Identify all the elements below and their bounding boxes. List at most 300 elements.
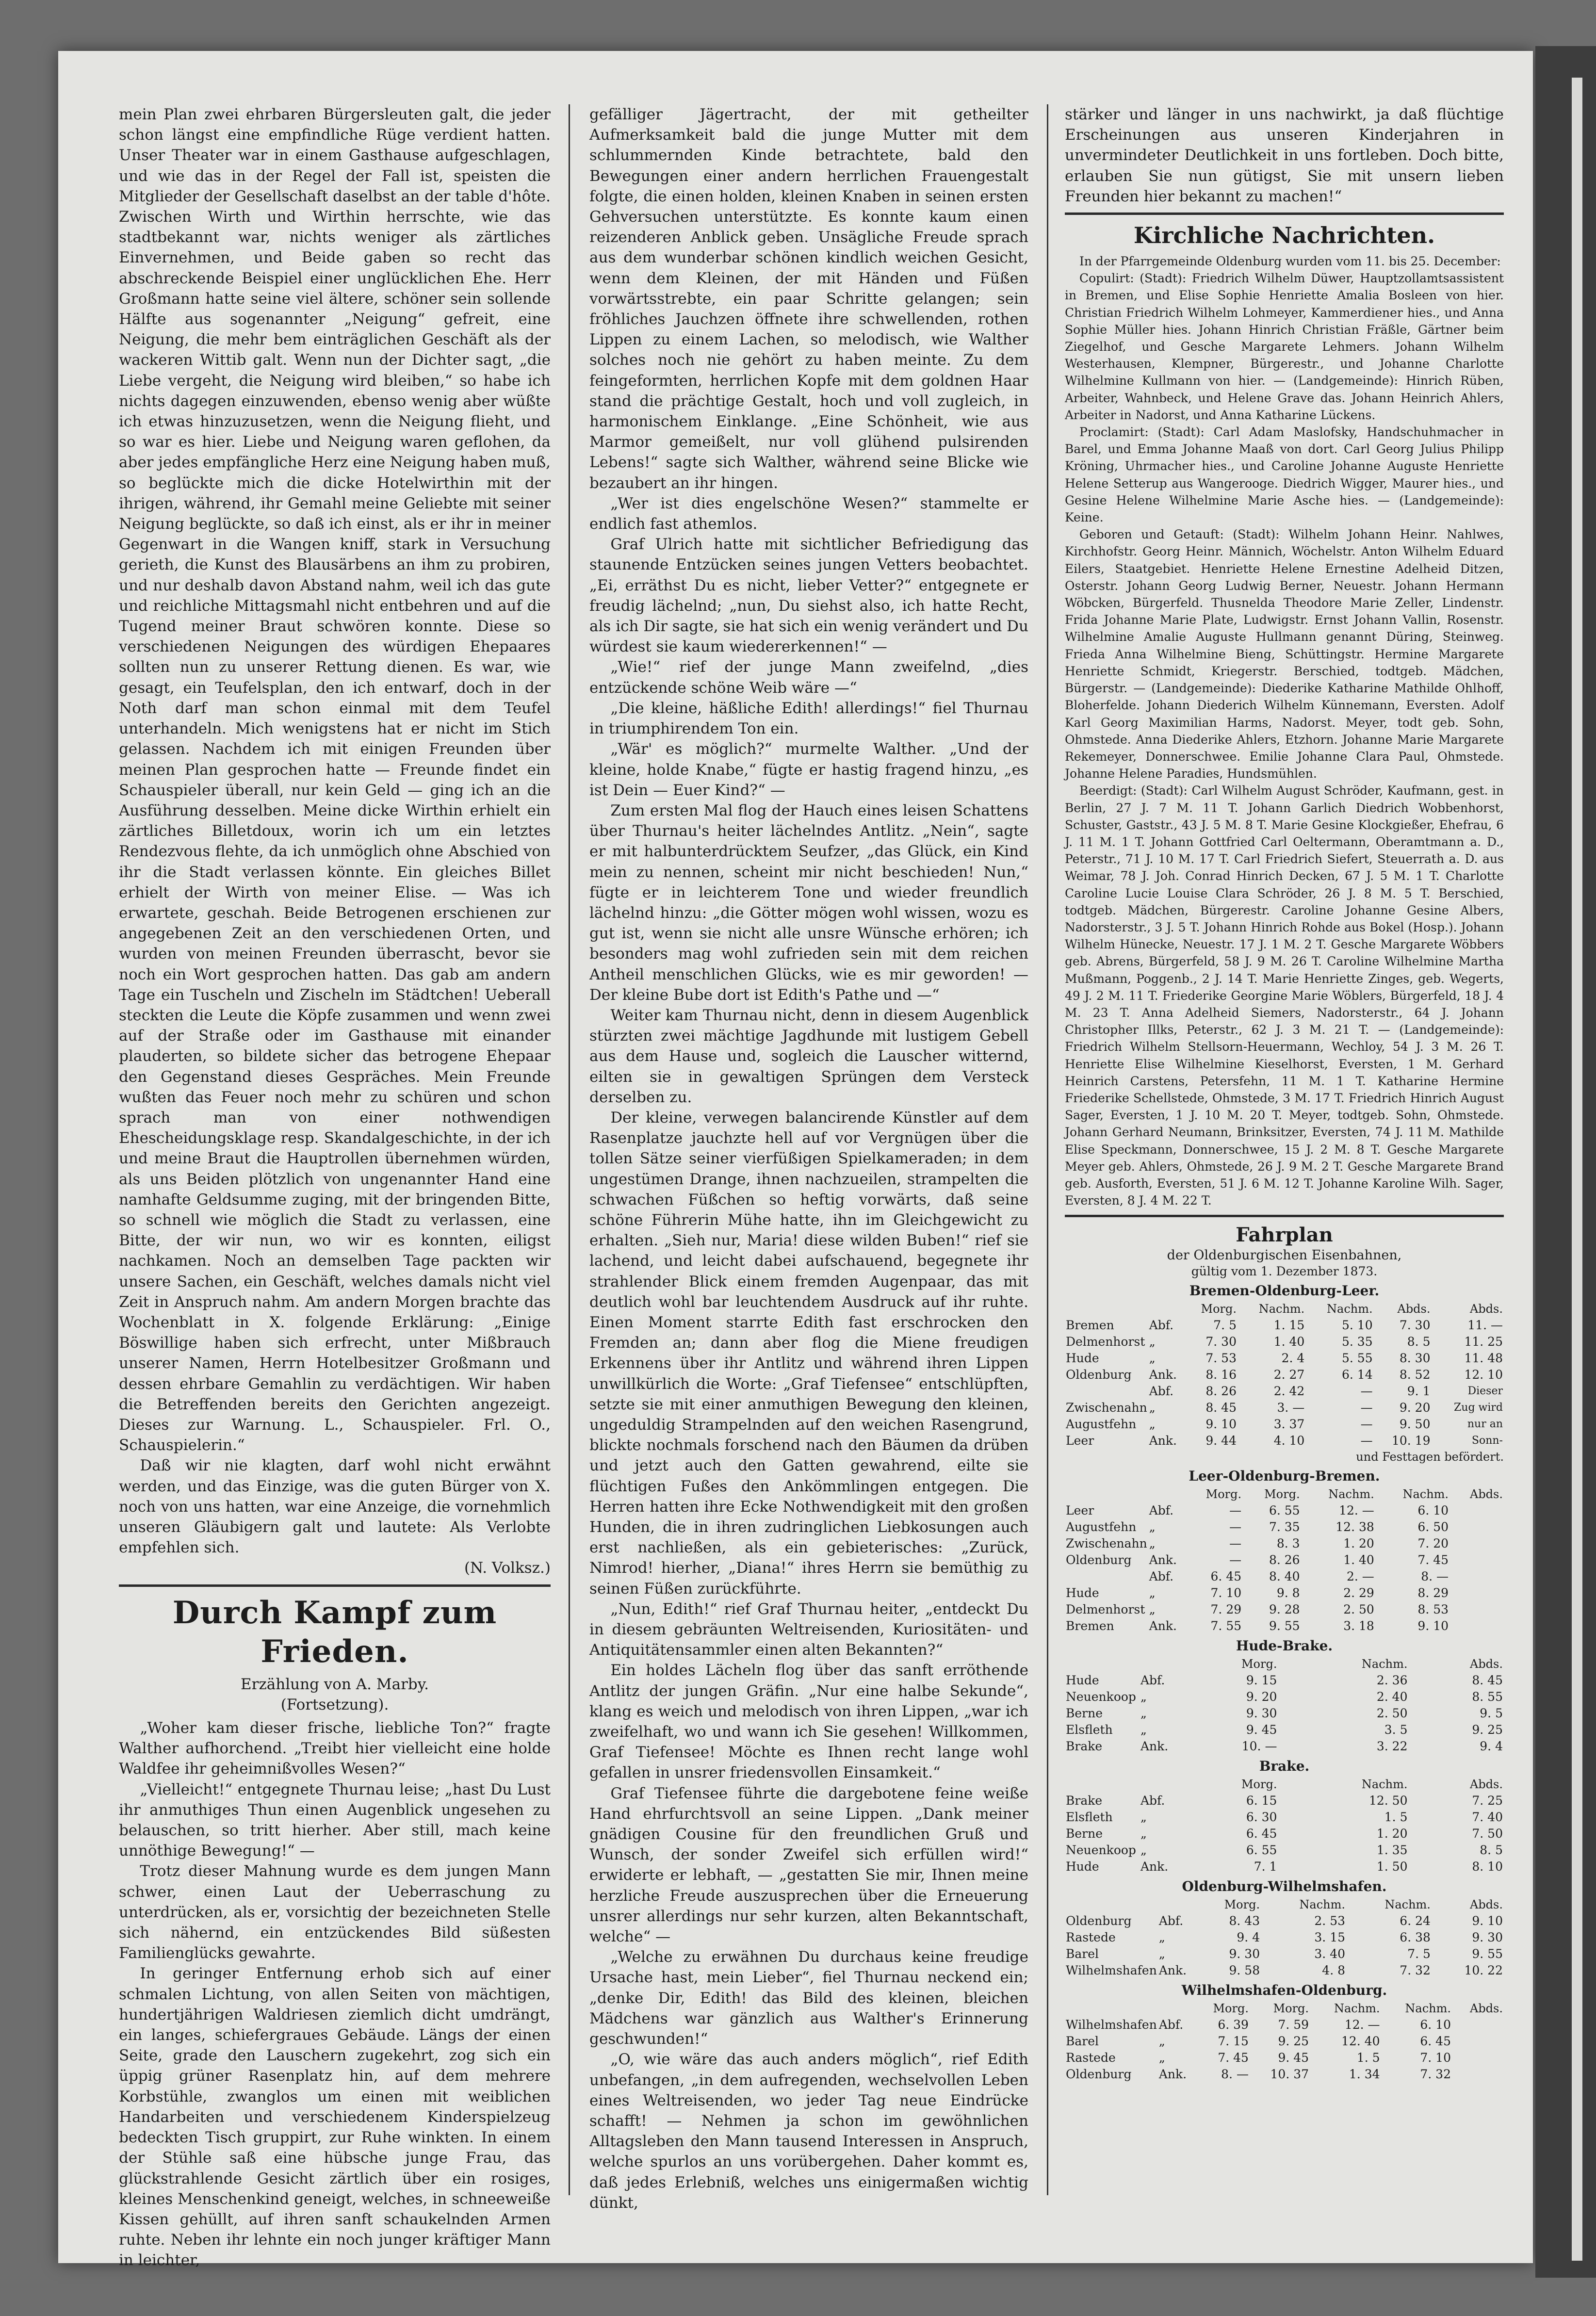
time-cell: 2. — [1347,1569,1374,1584]
story-paragraph: gefälliger Jägertracht, der mit getheilter Aufmerksamkeit bald die junge Mutter mit dem schlummernden Kinde betrachtete, bald den Bewegungen einer andern herrlichen Frauengestalt folgte, die einen holden, kleinen Knaben in seinen ersten Gehversuchen unterstützte. Es konnte kaum einen reizenderen Anblick geben. Unsägliche Freude sprach aus dem wunderbar schönen kindlich weichen Gesicht, wenn dem Kleinen, der mit Händen und Füßen vorwärtsstrebte, ein paar Schritte gelangen; sein fröhliches Jauchzen öffnete ihre schwellenden, rothen Lippen zu einem Lachen, so melodisch, wie Walther solches noch nie gehört zu haben meinte. Zu dem feingeformten, herrlichen Kopfe mit dem goldnen Haar stand die prächtige Gestalt, hoch und voll zugleich, in harmonischem Einklange. „Eine Schönheit, wie aus Marmor gemeißelt, nur voll glühend pulsirenden Lebens!“ sagte sich Walther, während seine Blicke wie bezaubert an ihr hingen. [589,106,1028,492]
timetable-header-spacer [1065,1656,1140,1672]
story-continuation: (Fortsetzung). [280,1696,389,1713]
time-cell: 2. 27 [1273,1368,1305,1382]
time-cell: — [1360,1401,1373,1415]
time-cell: 5. 35 [1342,1335,1373,1349]
story-paragraph: In geringer Entfernung erhob sich auf einer schmalen Lichtung, von allen Seiten von mächtigen, hundertjährigen Waldriesen ziemlich dicht umdrängt, ein langes, schiefergraues Gebäude. Längs der einen Seite, grade den Lauschern zugekehrt, zog sich ein üppig grüner Rasenplatz hin, auf dem mehrere Korbstühle, zwanglos um einen mit weiblichen Handarbeiten und verschiedenem Kinderspielzeug bedeckten Tisch gruppirt, zur Ruhe winkten. In einem der Stühle saß eine hübsche junge Frau, das glückstrahlende Gesicht zärtlich über ein rosiges, kleines Menschenkind geneigt, welches, in schneeweiße Kissen gehüllt, auf ihren sanft schaukelnden Armen ruhte. Neben ihr lehnte ein noch junger kräftiger Mann in leichter, [119,1965,551,2269]
timetable-header-cell: Nachm. [1299,1898,1346,1912]
table-row [1065,1913,1504,1929]
station-name: Brake [1066,1794,1103,1808]
time-cell: 9. 10 [1472,1914,1503,1928]
station-name [1065,1568,1148,1585]
time-cell: 9. 44 [1205,1434,1237,1448]
story-paragraph: Der kleine, verwegen balancirende Künstler auf dem Rasenplatze jauchzte hell auf vor Vergnügen über die tollen Sätze seiner vierfüßigen Spielkameraden; in dem ungestümen Drange, ihnen nachzueilen, strampelten die schwachen Füßchen so heftig vorwärts, daß seine schöne Führerin Mühe hatte, ihn im Gleichgewicht zu erhalten. „Sieh nur, Maria! diese wilden Buben!“ rief sie lachend, und leicht dabei aufschauend, begegnete ihr strahlender Blick einem fremden Augenpaar, das mit deutlich wohl bar leuchtendem Ausdruck auf ihr ruhte. Einen Moment starrte Edith fast erschrocken den Fremden an; dann aber flog die Miene freudigen Erkennens über ihr Antlitz und während ihren Lippen unwillkürlich die Worte: „Graf Tiefensee“ entschlüpften, setzte sie mit einer anmuthigen Bewegung den kleinen, ungeduldig Strampelnden auf den weichen Rasengrund, blickte nochmals forschend nach den Bäumen da drüben und jetzt auch den Gatten gewahrend, eilte sie flüchtigen Fußes den Ankömmlingen entgegen. Die Herren hatten ihre Ecke Nothwendigkeit mit den großen Hunden, die in ihren zudringlichen Liebkosungen auch erst nachließen, als ein gebieterisches: „Zurück, Nimrod! hierher, „Diana!“ ihres Herrn sie bemüthig zu seinen Füßen zurückführte. [589,1109,1028,1598]
table-row [1065,1433,1504,1449]
section-rule [119,1584,551,1587]
time-cell: 9. 45 [1246,1723,1277,1737]
departure-arrival-marker: „ [1149,1602,1156,1617]
timetable-route-title: Hude-Brake. [1236,1638,1333,1654]
timetable-note: und Festtagen befördert. [1356,1450,1504,1464]
timetable-header-cell: Morg. [1213,2002,1249,2016]
time-cell: 6. 15 [1246,1794,1277,1808]
time-cell: — [1360,1384,1373,1399]
table-row [1065,1826,1504,1842]
departure-arrival-marker: „ [1140,1706,1147,1721]
church-news-paragraph: Proclamirt: (Stadt): Carl Adam Maslofsky, Handschuhmacher in Barel, und Emma Johanne Maaß von dort. Carl Georg Julius Philipp Kröning, Uhrmacher hies., und Caroline Johanne Auguste Henriette Helene Setterup aus Wangerooge. Diedrich Wigger, Maurer hies., und Gesine Helene Wilhelmine Marie Asche hies. — (Landgemeinde): Keine. [1065,425,1504,525]
time-cell: 10. 19 [1391,1434,1431,1448]
timetable-header-cell: Nachm. [1405,2002,1451,2016]
section-rule [1065,1215,1504,1217]
departure-arrival-marker: Ank. [1149,1368,1177,1382]
timetable-header-cell: Abds. [1469,1487,1503,1501]
time-cell: 2. 29 [1343,1586,1374,1600]
story-paragraph: Ein holdes Lächeln flog über das sanft erröthende Antlitz der jungen Gräfin. „Nur eine halbe Sekunde“, klang es weich und melodisch von ihren Lippen, „war ich zweifelhaft, wo und wann ich Sie gesehen! Willkommen, Graf Tiefensee! Möchte es Ihnen recht lange wohl gefallen in unsrer friedensvollen Einsamkeit.“ [589,1662,1028,1782]
time-cell: 6. 45 [1246,1827,1277,1841]
departure-arrival-marker: „ [1140,1810,1147,1825]
timetable-header-spacer [1065,1896,1158,1913]
timetable-header-cell: Morg. [1205,1487,1242,1501]
timetable-header-row [1065,1776,1504,1793]
station-name: Zwischenahn [1066,1401,1147,1415]
story-paragraph: Graf Tiefensee führte die dargebotene feine weiße Hand ehrfurchtsvoll an seine Lippen. „Dank meiner gnädigen Cousine für den freundlichen Gruß und Wunsch, der sonder Zweifel sich erfüllen wird!“ erwiderte er lebhaft, — „gestatten Sie mir, Ihnen meine herzliche Freude auszusprechen über die Erneuerung unsrer allerdings nur sehr kurzen, alten Bekanntschaft, welche“ — [589,1784,1028,1946]
timetable-header-cell: Morg. [1273,2002,1309,2016]
timetable-header-cell: Morg. [1264,1487,1300,1501]
time-cell: 12. 40 [1341,2034,1380,2049]
time-cell: 2. 53 [1314,1914,1346,1928]
time-cell: — [1229,1536,1242,1551]
departure-arrival-marker: „ [1149,1520,1156,1534]
church-news-paragraph: Beerdigt: (Stadt): Carl Wilhelm August Schröder, Kaufmann, gest. in Berlin, 27 J. 7 M. 11 T. Johann Garlich Diedrich Wobbenhorst, Schuster, Gaststr., 43 J. 5 M. 8 T. Marie Gesine Klockgießer, Ehefrau, 6 J. 11 M. 1 T. Johann Gottfried Carl Oeltermann, Oberamtmann a. D., Peterstr., 71 J. 10 M. 17 T. Carl Friedrich Siefert, Steuerrath a. D. aus Weimar, 78 J. Joh. Conrad Hinrich Decken, 67 J. 5 M. 1 T. Charlotte Caroline Lucie Louise Clara Schröder, 26 J. 8 M. 5 T. Berschied, todtgeb. Mädchen, Bürgerestr. Caroline Johanne Gesine Albers, Nadorsterstr., 3 J. 5 T. Johann Hinrich Rohde aus Bokel (Hosp.). Johann Wilhelm Hünecke, Neuestr. 17 J. 1 M. 2 T. Gesche Margarete Wöbbers geb. Abrens, Bürgerfeld, 58 J. 9 M. 26 T. Caroline Wilhelmine Martha Mußmann, Poggenb., 2 J. 14 T. Marie Henriette Zinges, geb. Wegerts, 49 J. 2 M. 11 T. Friederike Georgine Marie Wöblers, Bürgerfeld, 18 J. 4 M. 23 T. Anna Adelheid Siemers, Nadorsterstr., 64 J. Johann Christopher Illks, Peterstr., 62 J. 3 M. 21 T. — (Landgemeinde): Friedrich Wilhelm Stellsorn-Heuermann, Wechloy, 54 J. 3 M. 26 T. Henriette Elise Wilhelmine Kieselhorst, Eversten, 1 M. Gerhard Heinrich Carstens, Petersfehn, 11 M. 1 T. Katharine Hermine Friederike Schellstede, Ohmstede, 3 M. 17 T. Friedrich Hinrich August Sager, Eversten, 1 J. 10 M. 20 T. Meyer, todtgeb. Sohn, Ohmstede. Johann Gerhard Neumann, Brinksitzer, Eversten, 74 J. 11 M. Mathilde Elise Speckmann, Donnerschwee, 15 J. 2 M. 8 T. Gesche Margarete Meyer geb. Ahlers, Ohmstede, 26 J. 9 M. 2 T. Gesche Margarete Brand geb. Ausforth, Eversten, 51 J. 6 M. 12 T. Johanne Karoline Wilh. Sager, Eversten, 8 J. 4 M. 22 T. [1065,783,1504,1208]
story-author: Erzählung von A. Marby. [241,1675,429,1693]
timetable-table [1065,2000,1504,2083]
time-cell: 5. 10 [1342,1318,1373,1333]
time-cell: 11. 48 [1464,1351,1503,1366]
time-cell: 6. 10 [1417,1503,1449,1518]
time-cell: 2. 50 [1376,1706,1408,1721]
departure-arrival-marker: „ [1140,1843,1147,1858]
time-cell: 10. 22 [1464,1963,1503,1978]
time-cell: 3. 18 [1343,1619,1374,1633]
timetable-table [1065,1656,1504,1755]
time-cell: 7. 50 [1472,1827,1503,1841]
timetable-header-cell: Nachm. [1361,1657,1408,1671]
time-cell: 8. 16 [1205,1368,1237,1382]
timetable-header-cell: Nachm. [1384,1898,1431,1912]
timetable-table [1065,1776,1504,1875]
story-paragraph: „Wär' es möglich?“ murmelte Walther. „Und der kleine, holde Knabe,“ fügte er hastig fragend hinzu, „es ist Dein — Euer Kind?“ — [589,740,1028,799]
time-cell: 1. 20 [1343,1536,1374,1551]
timetable-header-cell: Abds. [1397,1302,1431,1316]
time-cell: 9. 4 [1237,1930,1260,1945]
table-row [1065,1383,1504,1400]
time-cell: 9. 25 [1472,1723,1503,1737]
story-paragraph: „Die kleine, häßliche Edith! allerdings!“ fiel Thurnau in triumphirendem Ton ein. [589,699,1028,738]
time-cell: 9. 4 [1480,1739,1503,1754]
time-cell: 3. 5 [1384,1723,1408,1737]
station-name: Berne [1066,1827,1103,1841]
section-rule [1065,212,1504,215]
timetable-header-row [1065,1896,1504,1913]
time-cell: — [1360,1434,1373,1448]
article-paragraph: mein Plan zwei ehrbaren Bürgersleuten galt, die jeder schon längst eine empfindliche Rüge verdient hatten. Unser Theater war in einem Gasthause aufgeschlagen, und wie das in der Regel der Fall ist, speisten die Mitglieder der Gesellschaft daselbst an der table d'hôte. Zwischen Wirth und Wirthin herrschte, wie das stadtbekannt war, nichts weniger als zärtliches Einvernehmen, und Beide gaben so recht das abschreckende Beispiel einer unglücklichen Ehe. Herr Großmann hatte seine viel ältere, schöner sein sollende Hälfte aus sogenannter „Neigung“ gefreit, eine Neigung, die mehr bem einträglichen Geschäft als der wackeren Wittib galt. Wenn nun der Dichter sagt, „die Liebe vergeht, die Neigung wird bleiben,“ so habe ich nichts dagegen einzuwenden, ebenso wenig aber wüßte ich etwas hinzuzusetzen, wenn die Neigung flieht, und so war es hier. Liebe und Neigung waren geflohen, da aber jedes empfängliche Herz eine Neigung haben muß, so beglückte mich die dicke Hotelwirthin mit der ihrigen, während, ihr Gemahl meine Geliebte mit seiner Neigung beglückte, so daß ich einst, als er ihr in meiner Gegenwart in die Wangen kniff, stark in Versuchung gerieth, die Kunst des Blausärbens an ihm zu probiren, und nur deshalb davon Abstand nahm, weil ich das gute und reichliche Mittagsmahl nicht entbehren und auf die Tugend meiner Braut schwören konnte. Diese so verschiedenen Neigungen des würdigen Ehepaares sollten nun zu unserer Rettung dienen. Es war, wie gesagt, ein Teufelsplan, den ich entwarf, doch in der Noth darf man schon einmal mit dem Teufel unterhandeln. Mich wenigstens hat er nicht im Stich gelassen. Nachdem ich mit einigen Freunden über meinen Plan gesprochen hatte — Freunde findet ein Schauspieler überall, nur kein Geld — ging ich an die Ausführung desselben. Meine dicke Wirthin erhielt ein zärtliches Billetdoux, worin ich um ein letztes Rendezvous flehte, da ich unmöglich ohne Abschied von ihr die Stadt verlassen könnte. Ein gleiches Billet erhielt der Wirth von meiner Elise. — Was ich erwartete, geschah. Beide Betrogenen erschienen zur angegebenen Zeit an den verschiedenen Orten, und wurden von meinen Freunden überrascht, bevor sie noch ein Wort gesprochen hatten. Das gab am andern Tage ein Tuscheln und Zischeln im Städtchen! Ueberall steckten die Leute die Köpfe zusammen und wenn zwei auf der Straße oder im Gasthause mit einander plauderten, so bildete sicher das betrogene Ehepaar den Gegenstand dieses Gespräches. Mein Freunde wußten das Feuer noch mehr zu schüren und schon sprach man von einer nothwendigen Ehescheidungsklage resp. Skandalgeschichte, in der ich und meine Braut die Hauptrollen übernehmen würden, als uns Beiden plötzlich von ungenannter Hand eine namhafte Geldsumme zuging, mit der bringenden Bitte, so schnell wie möglich die Stadt zu verlassen, eine Bitte, der wir nun, wo wir es konnten, eiligst nachkamen. Noch an demselben Tage packten wir unsere Sachen, ein Geschäft, welches damals nicht viel Zeit in Anspruch nahm. Am andern Morgen brachte das Wochenblatt in X. folgende Erklärung: „Einige Böswillige haben sich erfrecht, unter Mißbrauch unserer Namen, Herrn Hotelbesitzer Großmann und dessen ehrbare Gemahlin zu verdächtigen. Wir haben die Betreffenden bereits den Gerichten angezeigt. Dieses zur Warnung. L., Schauspieler. Frl. O., Schauspielerin.“ [119,106,551,1454]
time-cell: 9. 30 [1472,1930,1503,1945]
time-cell: 12. 38 [1335,1520,1374,1534]
departure-arrival-marker: Abf. [1149,1384,1174,1399]
story-paragraph: „Nun, Edith!“ rief Graf Thurnau heiter, „entdeckt Du in diesem gebräunten Weltreisenden, Kuriositäten- und Antiquitätensammler einen alten Bekannten?“ [589,1600,1028,1659]
departure-arrival-marker: Abf. [1158,1914,1184,1928]
departure-arrival-marker: Abf. [1140,1673,1165,1688]
time-cell: 6. 30 [1246,1810,1277,1825]
table-row [1065,1334,1504,1350]
time-cell: 9. 55 [1472,1947,1503,1961]
time-cell: 7. 40 [1472,1810,1503,1825]
time-cell: 1. 5 [1384,1810,1408,1825]
time-cell [1449,1502,1504,1519]
time-cell: 2. 42 [1273,1384,1305,1399]
timetable-header-cell: Abds. [1469,1302,1503,1316]
time-cell: 8. 5 [1407,1335,1431,1349]
time-cell: 8. 26 [1205,1384,1237,1399]
station-name: Neuenkoop [1066,1690,1136,1704]
time-cell: 7. 53 [1205,1351,1237,1366]
time-cell: 7. 5 [1213,1318,1237,1333]
time-cell: — [1229,1503,1242,1518]
table-row [1065,1416,1504,1433]
station-name: Oldenburg [1066,1368,1132,1382]
story-paragraph: „Wie!“ rief der junge Mann zweifelnd, „dies entzückende schöne Weib wäre —“ [589,658,1028,697]
time-cell: 8. 40 [1269,1569,1300,1584]
timetable-header-cell: Nachm. [1258,1302,1305,1316]
station-name: Delmenhorst [1066,1602,1145,1617]
station-name: Hude [1066,1586,1099,1600]
table-row [1065,1946,1504,1962]
timetable-table [1065,1896,1504,1979]
church-news-paragraph: Copulirt: (Stadt): Friedrich Wilhelm Düwer, Hauptzollamtsassistent in Bremen, und Elise Sophie Henriette Amalia Bosleen von hier. Christian Friedrich Wilhelm Lohmeyer, Kammerdiener hies., und Anna Sophie Müller hies. Johann Hinrich Christian Fräßle, Gärtner beim Ziegelhof, und Gesche Margarete Lehmers. Johann Wilhelm Westerhausen, Klempner, Bürgerestr., und Johanne Charlotte Wilhelmine Kullmann von hier. — (Landgemeinde): Hinrich Rüben, Arbeiter, Wahnbeck, und Helene Grave das. Johann Heinrich Ahlers, Arbeiter in Nadorst, und Anna Katharine Lückens. [1065,271,1504,422]
time-cell: 9. 5 [1480,1706,1503,1721]
time-cell: 7. 25 [1472,1794,1503,1808]
station-name: Wilhelmshafen [1066,2018,1157,2032]
timetable-header-cell: Morg. [1224,1898,1260,1912]
timetable-header-spacer [1148,1301,1184,1317]
table-row [1065,1552,1504,1568]
table-row [1065,1809,1504,1826]
time-cell: 6. 38 [1400,1930,1431,1945]
station-name: Hude [1066,1673,1099,1688]
departure-arrival-marker: „ [1158,1930,1165,1945]
column-divider-2 [1047,104,1048,2195]
station-name: Bremen [1066,1318,1114,1333]
time-cell: 6. 45 [1210,1569,1242,1584]
time-cell: 3. 15 [1314,1930,1346,1945]
time-cell: 8. 5 [1480,1843,1503,1858]
timetable-header-spacer [1148,1486,1184,1502]
timetable-table [1065,1301,1504,1449]
departure-arrival-marker: Ank. [1149,1434,1177,1448]
time-cell [1452,2033,1504,2050]
departure-arrival-marker: Ank. [1140,1739,1169,1754]
column-3 [1065,104,1504,2219]
station-name: Hude [1066,1859,1099,1874]
time-cell: 4. 10 [1273,1434,1305,1448]
timetable-header-cell: Nachm. [1361,1778,1408,1792]
time-cell: 8. 30 [1399,1351,1431,1366]
time-cell: 1. 50 [1376,1859,1408,1874]
time-cell [1449,1519,1504,1535]
story-paragraph: „Wer ist dies engelschöne Wesen?“ stammelte er endlich fast athemlos. [589,494,1028,533]
timetable-header-row [1065,2000,1504,2017]
time-cell: Zug wird [1454,1402,1503,1414]
time-cell: 7. 32 [1420,2067,1451,2082]
time-cell: nur an [1467,1418,1503,1431]
timetable-header-spacer [1140,1776,1175,1793]
timetable-header-cell: Abds. [1469,1778,1503,1792]
departure-arrival-marker: „ [1158,1947,1165,1961]
time-cell: 1. 40 [1273,1335,1305,1349]
time-cell: 8. 43 [1229,1914,1260,1928]
time-cell: 9. 55 [1269,1619,1300,1633]
table-row [1065,2050,1504,2066]
column-2 [589,104,1028,2219]
time-cell: 9. 1 [1407,1384,1431,1399]
time-cell: 6. 50 [1417,1520,1449,1534]
time-cell: 7. 45 [1218,2051,1249,2065]
time-cell: 1. 20 [1376,1827,1408,1841]
time-cell: 9. 10 [1417,1619,1449,1633]
time-cell: 9. 15 [1246,1673,1277,1688]
departure-arrival-marker: Abf. [1140,1794,1165,1808]
timetable-header-cell: Nachm. [1328,1487,1374,1501]
time-cell: 8. 29 [1417,1586,1449,1600]
station-name: Oldenburg [1066,1914,1132,1928]
time-cell: 6. 10 [1420,2018,1451,2032]
time-cell: 3. — [1277,1401,1305,1415]
time-cell: 1. 15 [1273,1318,1305,1333]
church-news-title: Kirchliche Nachrichten. [1133,222,1435,249]
time-cell [1449,1552,1504,1568]
timetable-header-cell: Morg. [1201,1302,1237,1316]
time-cell: 10. — [1241,1739,1277,1754]
departure-arrival-marker: „ [1149,1351,1156,1366]
station-name: Barel [1066,2034,1099,2049]
table-row [1065,1929,1504,1946]
time-cell: 6. 55 [1269,1503,1300,1518]
time-cell: 7. 30 [1205,1335,1237,1349]
time-cell: 6. 55 [1246,1843,1277,1858]
time-cell: 10. 37 [1270,2067,1309,2082]
departure-arrival-marker: Abf. [1149,1318,1174,1333]
table-row [1065,1672,1504,1689]
story-paragraph: „O, wie wäre das auch anders möglich“, rief Edith unbefangen, „in dem aufregenden, wechselvollen Leben eines Weltreisenden, wo jeder Tag neue Eindrücke schafft! — Nehmen ja schon im gewöhnlichen Alltagsleben den Mann tausend Interessen in Anspruch, welche spurlos an uns vorübergehen. Daher kommt es, daß jedes Erlebniß, welches uns einigermaßen wichtig dünkt, [589,2051,1028,2212]
timetable-header-spacer [1065,1486,1148,1502]
station-name: Barel [1066,1947,1099,1961]
story-paragraph: Weiter kam Thurnau nicht, denn in diesem Augenblick stürzten zwei mächtige Jagdhunde mit lustigem Gebell aus dem Hause und, sogleich die Lauscher witternd, eilten sie in gewaltigen Sprüngen dem Versteck derselben zu. [589,1006,1028,1106]
time-cell: 8. 3 [1276,1536,1300,1551]
time-cell: 9. 50 [1399,1417,1431,1432]
next-page-edge [1572,78,1582,2261]
time-cell [1452,2050,1504,2066]
story-paragraph: stärker und länger in uns nachwirkt, ja daß flüchtige Erscheinungen aus unseren Kinderjahren in unvermindeter Deutlichkeit in uns fortleben. Doch bitte, erlauben Sie nun gütigst, Sie mit unsern lieben Freunden hier bekannt zu machen!“ [1065,106,1504,205]
station-name: Rastede [1066,1930,1116,1945]
timetable-header-spacer [1158,1896,1194,1913]
timetable-table [1065,1486,1504,1634]
table-row [1065,1793,1504,1809]
table-row [1065,1722,1504,1738]
time-cell: 9. 20 [1246,1690,1277,1704]
departure-arrival-marker: „ [1158,2034,1165,2049]
time-cell: 7. 32 [1400,1963,1431,1978]
timetable-header-cell: Nachm. [1334,2002,1380,2016]
table-row [1065,1962,1504,1979]
time-cell: 12. 10 [1464,1368,1503,1382]
time-cell [1452,2066,1504,2083]
time-cell: 6. 39 [1218,2018,1249,2032]
timetable-date: gültig vom 1. Dezember 1873. [1191,1264,1378,1279]
time-cell: 5. 55 [1342,1351,1373,1366]
departure-arrival-marker: Ank. [1140,1859,1169,1874]
table-row [1065,1842,1504,1859]
story-paragraph: Trotz dieser Mahnung wurde es dem jungen Mann schwer, einen Laut der Ueberraschung zu unterdrücken, als er, vorsichtig der bezeichneten Stelle sich nähernd, ein entzückendes Bild süßesten Familienglücks gewahrte. [119,1862,551,1962]
station-name: Zwischenahn [1066,1536,1147,1551]
time-cell [1449,1535,1504,1552]
station-name: Augustfehn [1066,1417,1137,1432]
timetable-header-cell: Nachm. [1402,1487,1449,1501]
time-cell: — [1229,1553,1242,1567]
time-cell: 3. 22 [1376,1739,1408,1754]
timetable-header-cell: Abds. [1469,1657,1503,1671]
time-cell: 12. 50 [1368,1794,1408,1808]
time-cell: 11. 25 [1464,1335,1503,1349]
station-name: Elsfleth [1066,1723,1113,1737]
time-cell: 12. — [1339,1503,1374,1518]
departure-arrival-marker: Ank. [1149,1619,1177,1633]
departure-arrival-marker: „ [1149,1417,1156,1432]
station-name: Elsfleth [1066,1810,1113,1825]
time-cell: 9. 58 [1229,1963,1260,1978]
timetable-route-title: Bremen-Oldenburg-Leer. [1189,1283,1380,1299]
table-row [1065,1535,1504,1552]
station-name: Leer [1066,1434,1094,1448]
story-paragraph: Graf Ulrich hatte mit sichtlicher Befriedigung das staunende Entzücken seines jungen Vetters beobachtet. „Ei, erräthst Du es nicht, lieber Vetter?“ entgegnete er freudig lächelnd; „nun, Du siehst also, ich hatte Recht, als ich Dir sagte, sie hat sich ein wenig verändert und Du würdest sie kaum wiedererkennen!“ — [589,536,1028,656]
timetable-subtitle: der Oldenburgischen Eisenbahnen, [1167,1248,1402,1263]
table-row [1065,1350,1504,1367]
timetable-header-spacer [1140,1656,1175,1672]
timetable-route-title: Brake. [1259,1758,1310,1775]
time-cell: 7. 45 [1417,1553,1449,1567]
time-cell: 2. 50 [1343,1602,1374,1617]
time-cell: 8. 53 [1417,1602,1449,1617]
station-name: Oldenburg [1066,2067,1132,2082]
timetable-header-row [1065,1301,1504,1317]
church-news-paragraph: Geboren und Getauft: (Stadt): Wilhelm Johann Heinr. Nahlwes, Kirchhofstr. Georg Heinr. Männich, Wöchelstr. Anton Wilhelm Eduard Eilers, Staatgebiet. Henriette Helene Ernestine Adelheid Ditzen, Osterstr. Johann Georg Ludwig Berner, Neuestr. Johann Hermann Wöbcken, Bürgerfeld. Thusnelda Theodore Marie Zeller, Lindenstr. Frida Johanne Marie Plate, Ludwigstr. Ernst Johann Vallin, Rosenstr. Wilhelmine Amalie Auguste Hullmann genannt Düring, Steinweg. Frieda Anna Wilhelmine Bieng, Schüttingstr. Hermine Margarete Henriette Schmidt, Kriegerstr. Berschied, todtgeb. Mädchen, Bürgerstr. — (Landgemeinde): Diederike Katharine Mathilde Ohlhoff, Bloherfelde. Johann Diederich Wilhelm Künnemann, Eversten. Adolf Karl Georg Maximilian Harms, Nadorst. Meyer, todt geb. Sohn, Ohmstede. Anna Diederike Ahlers, Etzhorn. Johanne Marie Margarete Rekemeyer, Donnerschwee. Emilie Johanne Clara Paul, Ohmstede. Johanne Helene Paradies, Hundsmühlen. [1065,527,1504,781]
time-cell: 8. — [1421,1569,1449,1584]
story-paragraph: „Woher kam dieser frische, liebliche Ton?“ fragte Walther aufhorchend. „Treibt hier vielleicht eine holde Waldfee ihr geheimnißvolles Wesen?“ [119,1719,551,1778]
column-1 [119,104,551,2269]
article-source: (N. Volksz.) [464,1559,551,1577]
time-cell: 6. 24 [1400,1914,1431,1928]
time-cell: 7. 59 [1278,2018,1309,2032]
station-name: Leer [1066,1503,1094,1518]
timetable-route-title: Wilhelmshafen-Oldenburg. [1181,1982,1387,1999]
story-paragraph: Zum ersten Mal flog der Hauch eines leisen Schattens über Thurnau's heiter lächelndes Antlitz. „Nein“, sagte er mit halbunterdrücktem Seufzer, „das Glück, ein Kind mein zu nennen, scheint mir nicht beschieden! Nun,“ fügte er in leichterem Tone und wieder freundlich lächelnd hinzu: „die Götter mögen wohl wissen, wozu es gut ist, wenn sie nicht alle unsre Wünsche erhören; ich besonders mag wohl zufrieden sein mit dem reichen Antheil menschlichen Glücks, wie es mir geworden! — Der kleine Bube dort ist Edith's Pathe und —“ [589,801,1028,1004]
article-paragraph: Daß wir nie klagten, darf wohl nicht erwähnt werden, und das Einzige, was die guten Bürger von X. noch von uns hatten, war eine Anzeige, die vornehmlich unseren Gläubigern galt und lautete: Als Verlobte empfehlen sich. [119,1457,551,1557]
departure-arrival-marker: „ [1140,1723,1147,1737]
time-cell: 7. 1 [1254,1859,1277,1874]
time-cell: 3. 40 [1314,1947,1346,1961]
time-cell: 9. 45 [1278,2051,1309,2065]
table-row [1065,1502,1504,1519]
time-cell: 9. 30 [1246,1706,1277,1721]
timetable-header-spacer [1158,2000,1194,2017]
timetable-header-cell: Morg. [1241,1778,1277,1792]
table-row [1065,1367,1504,1383]
table-row [1065,1618,1504,1634]
table-row [1065,1689,1504,1705]
departure-arrival-marker: Ank. [1158,1963,1187,1978]
page-edge-shadow [1535,46,1596,2278]
departure-arrival-marker: Abf. [1149,1503,1174,1518]
time-cell: 7. 5 [1407,1947,1431,1961]
timetable-header-spacer [1065,2000,1158,2017]
time-cell: 7. 35 [1269,1520,1300,1534]
time-cell: 7. 30 [1399,1318,1431,1333]
time-cell: 7. 10 [1420,2051,1451,2065]
column-divider-1 [569,104,570,2195]
timetable-header-spacer [1065,1776,1140,1793]
station-name: Brake [1066,1739,1103,1754]
time-cell: 8. — [1221,2067,1249,2082]
time-cell [1449,1585,1504,1601]
table-row [1065,1738,1504,1755]
time-cell: 1. 34 [1349,2067,1380,2082]
time-cell: 9. 10 [1205,1417,1237,1432]
time-cell: 8. 52 [1399,1368,1431,1382]
time-cell: 9. 25 [1278,2034,1309,2049]
time-cell: 7. 20 [1417,1536,1449,1551]
time-cell: 9. 8 [1276,1586,1300,1600]
timetable-header-cell: Abds. [1469,2002,1503,2016]
time-cell: — [1360,1417,1373,1432]
departure-arrival-marker: Ank. [1149,1553,1177,1567]
time-cell: 7. 55 [1210,1619,1242,1633]
departure-arrival-marker: „ [1140,1827,1147,1841]
time-cell: 9. 30 [1229,1947,1260,1961]
table-row [1065,1317,1504,1334]
church-news [1065,253,1504,1209]
station-name: Oldenburg [1066,1553,1132,1567]
story-paragraph: „Welche zu erwähnen Du durchaus keine freudige Ursache hast, mein Lieber“, fiel Thurnau neckend ein; „denke Dir, Edith! das Bild des kleinen, bleichen Mädchens war gänzlich aus Walther's Erinnerung geschwunden!“ [589,1948,1028,2048]
table-row [1065,1601,1504,1618]
timetable-header-row [1065,1656,1504,1672]
table-row [1065,2017,1504,2033]
time-cell: 6. 14 [1342,1368,1373,1382]
church-news-paragraph: In der Pfarrgemeinde Oldenburg wurden vom 11. bis 25. December: [1079,254,1501,269]
time-cell [1449,1601,1504,1618]
departure-arrival-marker: Abf. [1158,2018,1184,2032]
time-cell: 1. 5 [1356,2051,1380,2065]
table-row [1065,2033,1504,2050]
departure-arrival-marker: „ [1149,1536,1156,1551]
time-cell: 1. 40 [1343,1553,1374,1567]
table-row [1065,1859,1504,1875]
time-cell: 7. 29 [1210,1602,1242,1617]
station-name [1065,1383,1148,1400]
table-row [1065,2066,1504,2083]
departure-arrival-marker: „ [1149,1586,1156,1600]
departure-arrival-marker: „ [1149,1401,1156,1415]
table-row [1065,1519,1504,1535]
time-cell: 7. 10 [1210,1586,1242,1600]
departure-arrival-marker: „ [1140,1690,1147,1704]
